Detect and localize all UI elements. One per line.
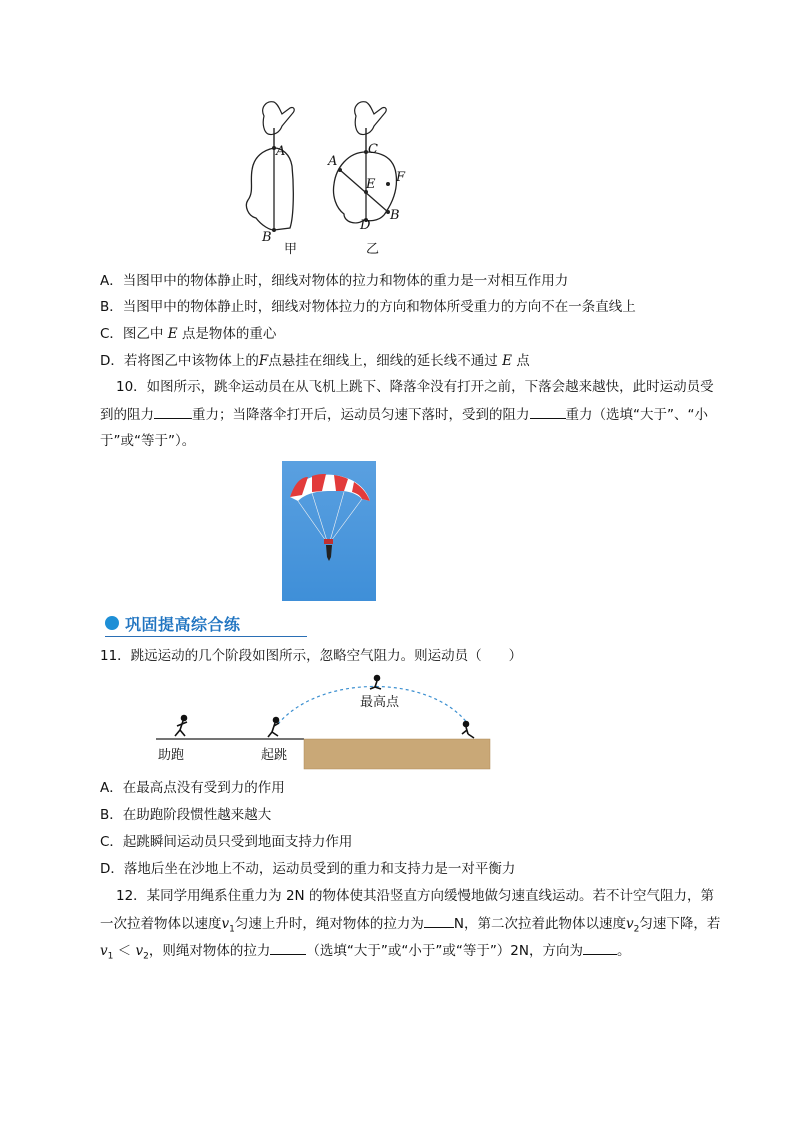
q9-option-c: C．图乙中 E 点是物体的重心 (100, 326, 277, 342)
caption-jia: 甲 (284, 242, 298, 257)
parachute-photo (282, 461, 376, 601)
long-jump-diagram (150, 672, 495, 772)
label-run-up: 助跑 (158, 748, 185, 763)
label-F-yi: F (396, 170, 406, 185)
q9-option-b: B．当图甲中的物体静止时，细线对物体拉力的方向和物体所受重力的方向不在一条直线上 (100, 299, 636, 315)
figure-jia (238, 96, 310, 256)
q11-stem: 11．跳远运动的几个阶段如图所示，忽略空气阻力。则运动员（ ） (100, 648, 523, 664)
label-D-yi: D (360, 218, 371, 233)
section-header (105, 612, 307, 637)
label-B-jia: B (262, 230, 272, 245)
q11-option-b: B．在助跑阶段惯性越来越大 (100, 807, 272, 823)
answer-blank[interactable] (583, 940, 617, 955)
answer-blank[interactable] (424, 913, 454, 928)
q10-line-3: 于”或“等于”）。 (100, 433, 196, 449)
label-E-yi: E (366, 177, 376, 192)
sand-pit (304, 739, 490, 769)
label-B-yi: B (390, 208, 400, 223)
caption-yi: 乙 (366, 242, 380, 257)
label-A-jia: A (276, 144, 286, 159)
q12-line-3: $v_1 < v_2$，则绳对物体的拉力 （选填“大于”或“小于”或“等于”）2N，方向为 。 (100, 940, 631, 967)
q9-option-a: A．当图甲中的物体静止时，细线对物体的拉力和物体的重力是一对相互作用力 (100, 273, 569, 289)
hand-drawing (263, 102, 294, 135)
jumper-takeoff-figure (268, 718, 279, 738)
label-takeoff: 起跳 (261, 748, 288, 763)
label-A-yi: A (328, 154, 338, 169)
bullet-icon (105, 616, 119, 630)
label-highest-point: 最高点 (360, 695, 400, 710)
q12-line-1: 12．某同学用绳系住重力为 2N 的物体使其沿竖直方向缓慢地做匀速直线运动。若不计空气阻力，第 (116, 888, 714, 904)
section-title: 巩固提高综合练 (125, 615, 241, 634)
answer-blank[interactable] (270, 940, 306, 955)
q11-option-c: C．起跳瞬间运动员只受到地面支持力作用 (100, 834, 353, 850)
q12-line-2: 一次拉着物体以速度$v_1$匀速上升时，绳对物体的拉力为 N，第二次拉着此物体以速度$v_2$匀速下降，若 (100, 913, 720, 940)
answer-blank[interactable] (154, 404, 192, 419)
label-C-yi: C (368, 142, 378, 157)
answer-blank[interactable] (530, 404, 566, 419)
jumper-landing-figure (462, 722, 474, 739)
q11-option-d: D．落地后坐在沙地上不动，运动员受到的重力和支持力是一对平衡力 (100, 861, 516, 877)
q10-line-1: 10．如图所示，跳伞运动员在从飞机上跳下、降落伞没有打开之前，下落会越来越快，此时运动员受 (116, 379, 714, 395)
diagonal-line (340, 170, 388, 212)
q10-line-2: 到的阻力 重力；当降落伞打开后，运动员匀速下落时，受到的阻力 重力（选填“大于”、“小 (100, 404, 708, 425)
hand-drawing (355, 102, 386, 135)
runner-figure (175, 716, 187, 737)
q11-option-a: A．在最高点没有受到力的作用 (100, 780, 285, 796)
q9-option-d: D．若将图乙中该物体上的F点悬挂在细线上，细线的延长线不通过 E 点 (100, 353, 530, 369)
object-outline (246, 148, 293, 230)
